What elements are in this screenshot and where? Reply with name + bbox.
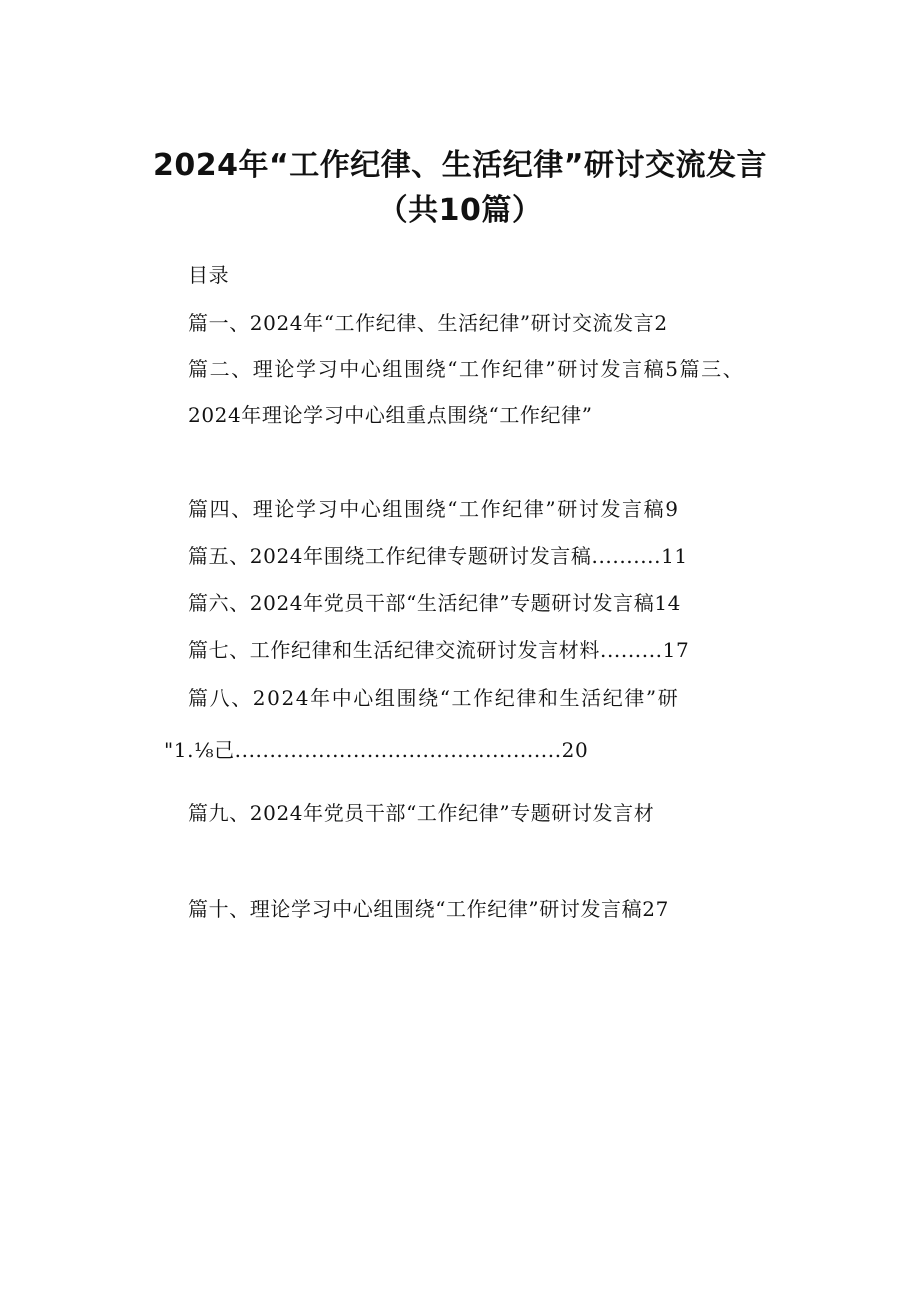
toc-entry-1: 篇一、2024年“工作纪律、生活纪律”研讨交流发言2 [188, 311, 668, 335]
toc-entry-4: 篇四、理论学习中心组围绕“工作纪律”研讨发言稿9 [188, 497, 680, 521]
toc-entry-9: 篇九、2024年党员干部“工作纪律”专题研讨发言材 [188, 801, 655, 825]
toc-entry-8: 篇八、2024年中心组围绕“工作纪律和生活纪律”研 [188, 686, 680, 710]
toc-entry-2: 篇二、理论学习中心组围绕“工作纪律”研讨发言稿5篇三、 [188, 357, 745, 381]
toc-entry-10: 篇十、理论学习中心组围绕“工作纪律”研讨发言稿27 [188, 897, 669, 921]
toc-entry-7: 篇七、工作纪律和生活纪律交流研讨发言材料.........17 [188, 638, 690, 662]
document-title-line-2: （共10篇） [377, 193, 543, 228]
document-title-line-1: 2024年“工作纪律、生活纪律”研讨交流发言 [153, 148, 767, 183]
toc-entry-2-continued: 2024年理论学习中心组重点围绕“工作纪律” [188, 403, 593, 427]
toc-heading: 目录 [188, 263, 230, 287]
toc-entry-6: 篇六、2024年党员干部“生活纪律”专题研讨发言稿14 [188, 591, 681, 615]
toc-entry-8-continued: "1.⅛己...............................................20 [164, 738, 589, 762]
toc-entry-5: 篇五、2024年围绕工作纪律专题研讨发言稿..........11 [188, 544, 688, 568]
